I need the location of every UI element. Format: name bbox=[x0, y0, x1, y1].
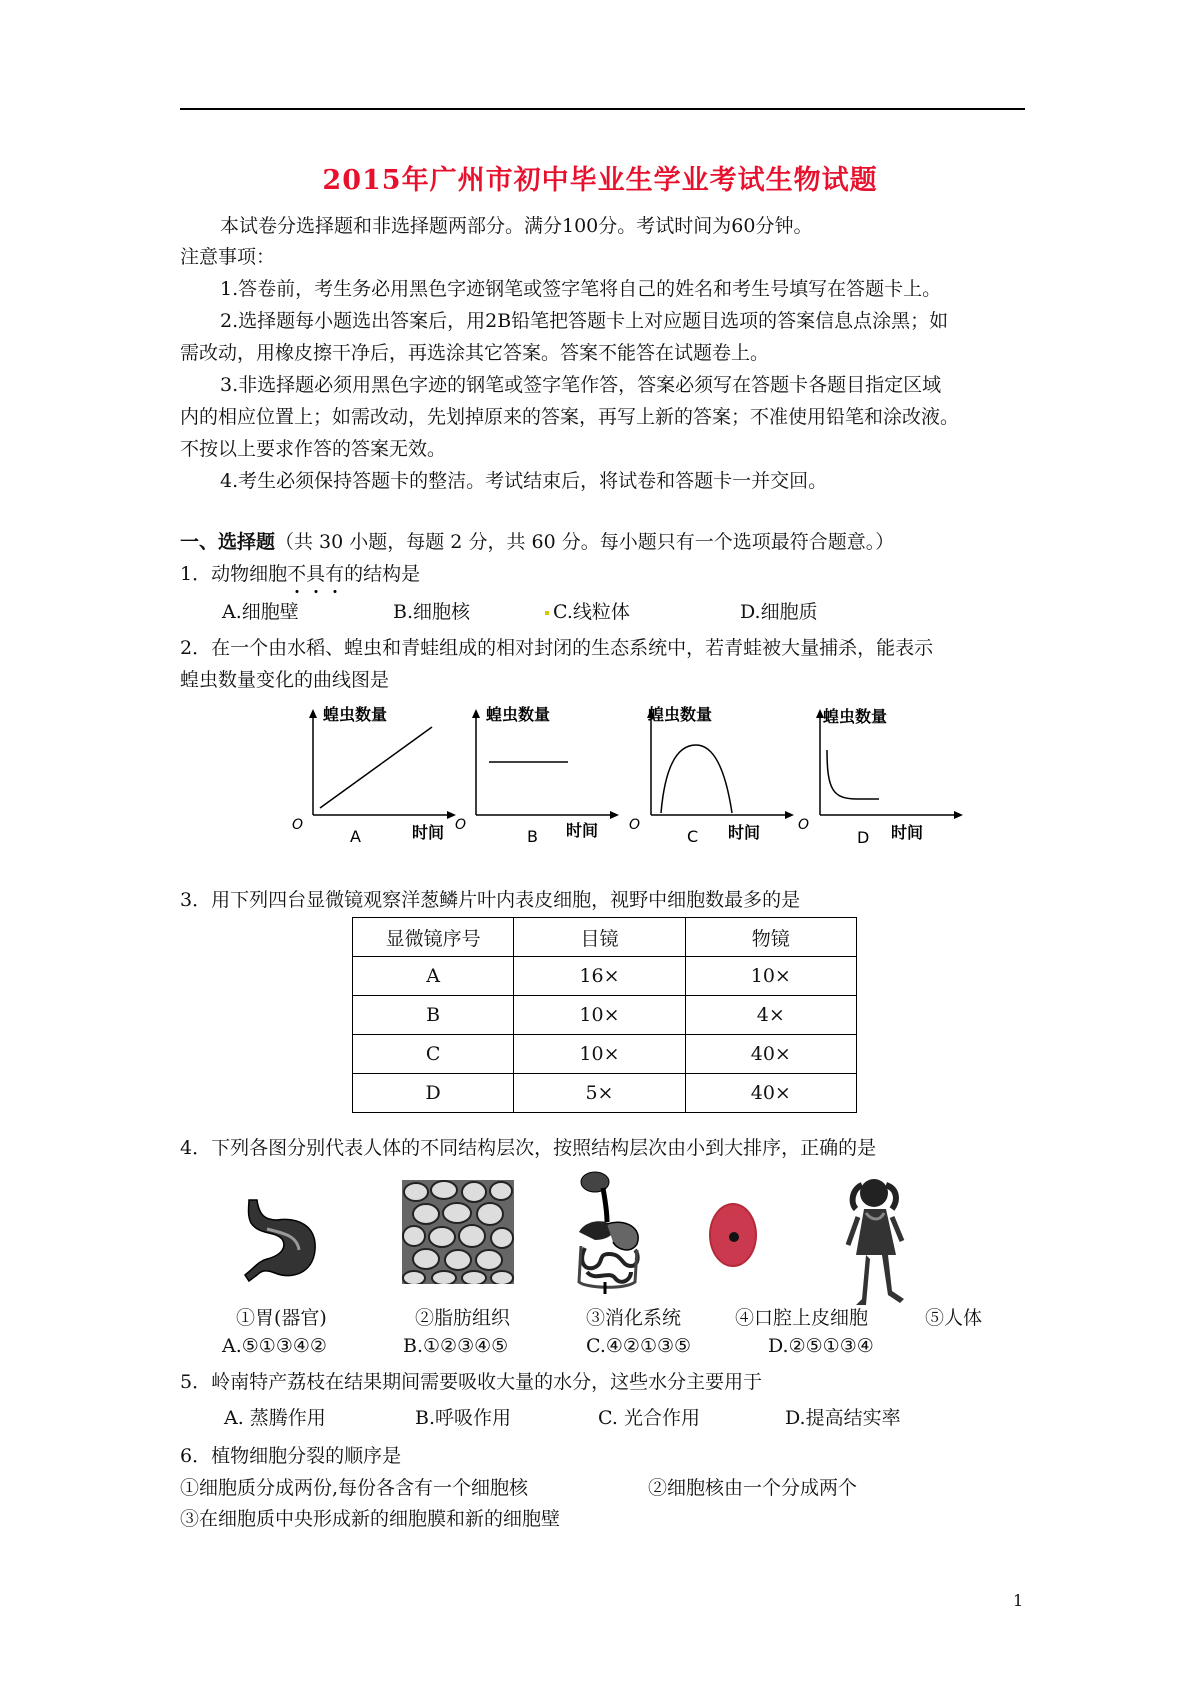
q5-option-a: A. 蒸腾作用 bbox=[224, 1407, 326, 1429]
question-5: 5．岭南特产荔枝在结果期间需要吸收大量的水分，这些水分主要用于 bbox=[180, 1371, 763, 1393]
table-header: 目镜 bbox=[514, 918, 685, 957]
table-cell: 40× bbox=[685, 1035, 856, 1074]
q1-option-c-text: C.线粒体 bbox=[553, 601, 630, 623]
q4-option-b: B.①②③④⑤ bbox=[403, 1335, 509, 1357]
question-2-line-1: 2．在一个由水稻、蝗虫和青蛙组成的相对封闭的生态系统中，若青蛙被大量捕杀，能表示 bbox=[180, 637, 934, 659]
table-row bbox=[353, 996, 857, 1035]
q4-caption-1: ①胃(器官) bbox=[236, 1307, 327, 1329]
curve-a bbox=[320, 727, 432, 808]
human-body-image bbox=[838, 1175, 918, 1314]
stomach-image bbox=[237, 1195, 327, 1289]
origin-a: O bbox=[292, 817, 304, 833]
q4-option-c: C.④②①③⑤ bbox=[586, 1335, 692, 1357]
note-4: 4.考生必须保持答题卡的整洁。考试结束后，将试卷和答题卡一并交回。 bbox=[220, 470, 828, 492]
table-cell: 5× bbox=[514, 1074, 685, 1113]
origin-c: O bbox=[629, 817, 641, 833]
x-label-c: 时间 bbox=[728, 823, 761, 842]
q4-caption-4: ④口腔上皮细胞 bbox=[735, 1307, 869, 1329]
header-rule bbox=[180, 108, 1025, 110]
table-cell: 10× bbox=[685, 957, 856, 996]
note-1: 1.答卷前，考生务必用黑色字迹钢笔或签字笔将自己的姓名和考生号填写在答题卡上。 bbox=[220, 278, 942, 300]
page-number: 1 bbox=[1013, 1591, 1024, 1610]
table-cell: A bbox=[353, 957, 514, 996]
q6-item-3: ③在细胞质中央形成新的细胞膜和新的细胞壁 bbox=[180, 1508, 561, 1530]
panel-label-d: D bbox=[857, 828, 870, 847]
q6-item-2: ②细胞核由一个分成两个 bbox=[648, 1477, 858, 1499]
table-header: 物镜 bbox=[685, 918, 856, 957]
curve-c bbox=[661, 745, 732, 813]
q4-option-a: A.⑤①③④② bbox=[222, 1335, 327, 1357]
q1-option-b: B.细胞核 bbox=[393, 601, 471, 623]
q1-option-c bbox=[545, 600, 630, 624]
q4-caption-5: ⑤人体 bbox=[925, 1307, 983, 1329]
q6-item-1: ①细胞质分成两份,每份各含有一个细胞核 bbox=[180, 1477, 529, 1499]
panel-label-c: C bbox=[687, 827, 699, 846]
microscope-table bbox=[352, 917, 857, 1113]
table-cell: B bbox=[353, 996, 514, 1035]
panel-label-a: A bbox=[350, 827, 361, 846]
q4-caption-2: ②脂肪组织 bbox=[415, 1307, 511, 1329]
table-header: 显微镜序号 bbox=[353, 918, 514, 957]
q5-option-b: B.呼吸作用 bbox=[415, 1407, 512, 1429]
note-3: 3.非选择题必须用黑色字迹的钢笔或签字笔作答，答案必须写在答题卡各题目指定区域 bbox=[220, 374, 942, 396]
section-1-heading bbox=[180, 530, 894, 554]
q4-caption-3: ③消化系统 bbox=[586, 1307, 682, 1329]
q1-emph-1: 不 bbox=[287, 563, 307, 585]
table-cell: D bbox=[353, 1074, 514, 1113]
y-label-d: 蝗虫数量 bbox=[823, 707, 888, 726]
question-3: 3．用下列四台显微镜观察洋葱鳞片叶内表皮细胞，视野中细胞数最多的是 bbox=[180, 889, 801, 911]
x-label-d: 时间 bbox=[891, 823, 924, 842]
x-label-a: 时间 bbox=[412, 823, 445, 842]
origin-d: O bbox=[798, 817, 810, 833]
table-row bbox=[353, 1035, 857, 1074]
origin-b: O bbox=[455, 817, 467, 833]
y-label-a: 蝗虫数量 bbox=[323, 705, 388, 724]
chart-d bbox=[797, 705, 967, 845]
note-3-cont2: 不按以上要求作答的答案无效。 bbox=[180, 438, 447, 460]
table-cell: 40× bbox=[685, 1074, 856, 1113]
question-1 bbox=[180, 562, 420, 586]
q1-emph-3: 有 bbox=[325, 563, 345, 585]
table-row bbox=[353, 957, 857, 996]
exam-intro: 本试卷分选择题和非选择题两部分。满分100分。考试时间为60分钟。 bbox=[220, 215, 813, 237]
question-6: 6．植物细胞分裂的顺序是 bbox=[180, 1445, 402, 1467]
y-label-c: 蝗虫数量 bbox=[648, 705, 713, 724]
q5-option-c: C. 光合作用 bbox=[598, 1407, 700, 1429]
table-header-row bbox=[353, 918, 857, 957]
digestive-system-image bbox=[565, 1170, 655, 1299]
table-cell: C bbox=[353, 1035, 514, 1074]
panel-label-b: B bbox=[527, 827, 538, 846]
fat-tissue-image bbox=[402, 1180, 514, 1288]
q4-option-d: D.②⑤①③④ bbox=[768, 1335, 874, 1357]
q1-option-a: A.细胞壁 bbox=[222, 601, 299, 623]
chart-b bbox=[453, 705, 623, 845]
table-cell: 4× bbox=[685, 996, 856, 1035]
table-cell: 10× bbox=[514, 1035, 685, 1074]
q1-prefix: 1．动物细胞 bbox=[180, 563, 288, 585]
table-row bbox=[353, 1074, 857, 1113]
chart-a bbox=[290, 705, 460, 845]
epithelial-cell-image bbox=[703, 1195, 763, 1279]
note-3-cont: 内的相应位置上；如需改动，先划掉原来的答案，再写上新的答案；不准使用铅笔和涂改液。 bbox=[180, 406, 960, 428]
chart-c bbox=[628, 705, 798, 845]
notice-heading: 注意事项： bbox=[180, 246, 276, 268]
mark-dot bbox=[545, 611, 549, 615]
section-1-instructions: （共 30 小题，每题 2 分，共 60 分。每小题只有一个选项最符合题意。） bbox=[275, 531, 895, 553]
x-label-b: 时间 bbox=[566, 821, 599, 840]
question-4: 4．下列各图分别代表人体的不同结构层次，按照结构层次由小到大排序，正确的是 bbox=[180, 1137, 877, 1159]
y-label-b: 蝗虫数量 bbox=[486, 705, 551, 724]
curve-d bbox=[827, 750, 879, 799]
table-cell: 10× bbox=[514, 996, 685, 1035]
q1-emph-2: 具 bbox=[306, 563, 326, 585]
q5-option-d: D.提高结实率 bbox=[785, 1407, 901, 1429]
table-cell: 16× bbox=[514, 957, 685, 996]
question-2-line-2: 蝗虫数量变化的曲线图是 bbox=[180, 669, 390, 691]
note-2: 2.选择题每小题选出答案后，用2B铅笔把答题卡上对应题目选项的答案信息点涂黑；如 bbox=[220, 310, 949, 332]
q1-suffix: 的结构是 bbox=[344, 563, 421, 585]
q1-option-d: D.细胞质 bbox=[740, 601, 818, 623]
note-2-cont: 需改动，用橡皮擦干净后，再选涂其它答案。答案不能答在试题卷上。 bbox=[180, 342, 770, 364]
exam-title: 2015年广州市初中毕业生学业考试生物试题 bbox=[322, 165, 878, 196]
section-1-label: 一、选择题 bbox=[180, 531, 276, 553]
